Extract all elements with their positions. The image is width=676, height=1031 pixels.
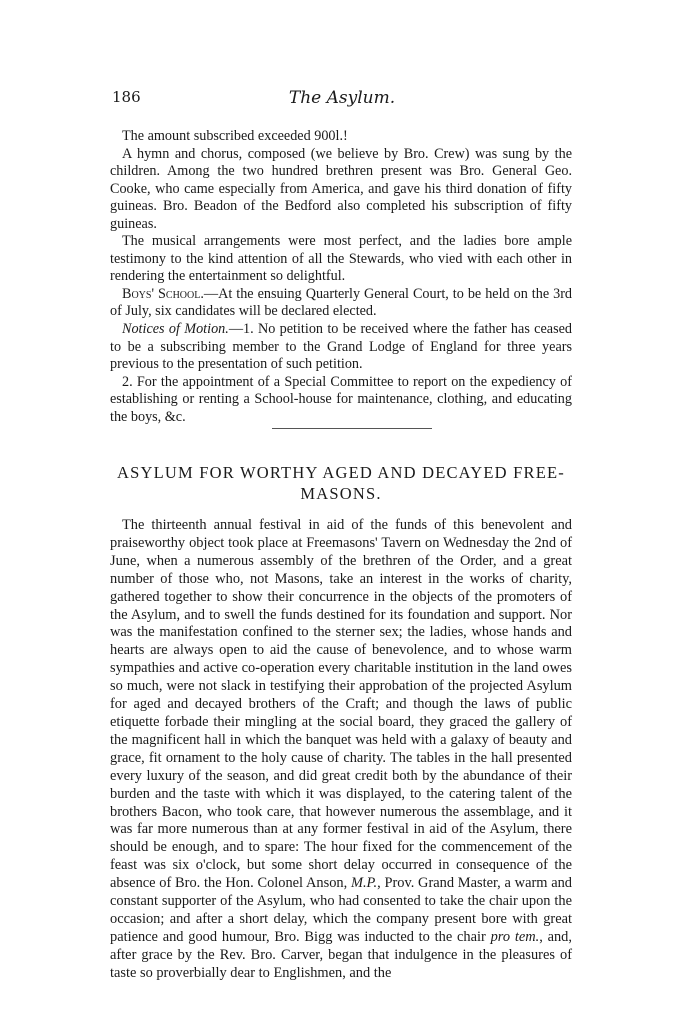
running-title: The Asylum. xyxy=(288,88,396,108)
article-paragraph xyxy=(110,517,572,983)
article-text-3: , and, after grace by the Rev. Bro. Carver, began that indulgence in the pleasures of taste so proverbially dear to Englishmen, and the xyxy=(110,928,572,981)
article-mp: M.P. xyxy=(350,875,378,892)
notices-text: —1. No petition to be received where the father has ceased to be a subscribing member to the Grand Lodge of England for three years previous to the presentation of such petition. xyxy=(110,321,572,373)
boys-school-text: —At the ensuing Quarterly General Court, to be held on the 3rd of July, six candidates will be declared elected. xyxy=(110,285,573,320)
paragraph-committee: 2. For the appointment of a Special Committee to report on the expediency of establishing or renting a School-house for maintenance, clothing, and educating the boys, &c. xyxy=(110,373,572,425)
paragraph-boys-school xyxy=(110,286,572,321)
page-header xyxy=(112,88,572,112)
paragraph-musical: The musical arrangements were most perfect, and the ladies bore ample testimony to the kind attention of all the Stewards, who vied with each other in rendering the entertainment so delightful. xyxy=(110,233,572,285)
article-title: ASYLUM FOR WORTHY AGED AND DECAYED FREE-MASONS. xyxy=(117,463,565,503)
article-text-2: , Prov. Grand Master, a warm and constant supporter of the Asylum, who had consented to take the chair upon the occasion; and after a short delay, which the company present bore with great patience and good humour, Bro. Bigg was inducted to the chair xyxy=(110,875,572,945)
article-pro-tem: pro tem. xyxy=(490,928,540,945)
notices-heading: Notices of Motion. xyxy=(122,321,229,338)
article-text-1: The thirteenth annual festival in aid of the funds of this benevolent and praiseworthy object took place at Freemasons' Tavern on Wednesday the 2nd of June, when a numerous assembly of the brethren of the Order, and a great number of those who, not Masons, take an interest in the works of charity, gathered together to show their concurrence in the objects of the promoters of the Asylum, and to swell the funds destined for its foundation and support. Nor was the manifestation confined to the sterner sex; the ladies, whose hands and hearts are always open to aid the cause of benevolence, and to whose warm sympathies and active co-operation every charitable institution in the land owes so much, were not slack in testifying their approbation of the projected Asylum for aged and decayed brothers of the Craft; and though the laws of public etiquette forbade their mingling at the social board, they graced the gallery of the magnificent hall in which the banquet was held with a galaxy of beauty and grace, fit ornament to the holy cause of charity. The tables in the hall presented every luxury of the season, and did great credit both by the abundance of their burden and the taste with which it was displayed, to the catering talent of the brothers Bacon, who took care, that however numerous the assemblage, and it was far more numerous than at any former festival in aid of the Asylum, there should be enough, and to spare: The hour fixed for the commencement of the feast was six o'clock, but some short delay occurred in consequence of the absence of Bro. the Hon. Colonel Anson, xyxy=(110,517,572,892)
top-section xyxy=(110,128,572,426)
article-body xyxy=(110,517,572,983)
page-number: 186 xyxy=(112,88,141,106)
paragraph-hymn: A hymn and chorus, composed (we believe by Bro. Crew) was sung by the children. Among the two hundred brethren present was Bro. General Geo. Cooke, who came especially from America, and gave his third donation of fifty guineas. Bro. Beadon of the Bedford also completed his subscription of fifty guineas. xyxy=(110,145,572,232)
section-divider xyxy=(272,428,432,429)
boys-school-heading: Boys' School. xyxy=(122,285,204,302)
paragraph-amount: The amount subscribed exceeded 900l.! xyxy=(122,128,348,144)
paragraph-notices xyxy=(110,321,572,374)
